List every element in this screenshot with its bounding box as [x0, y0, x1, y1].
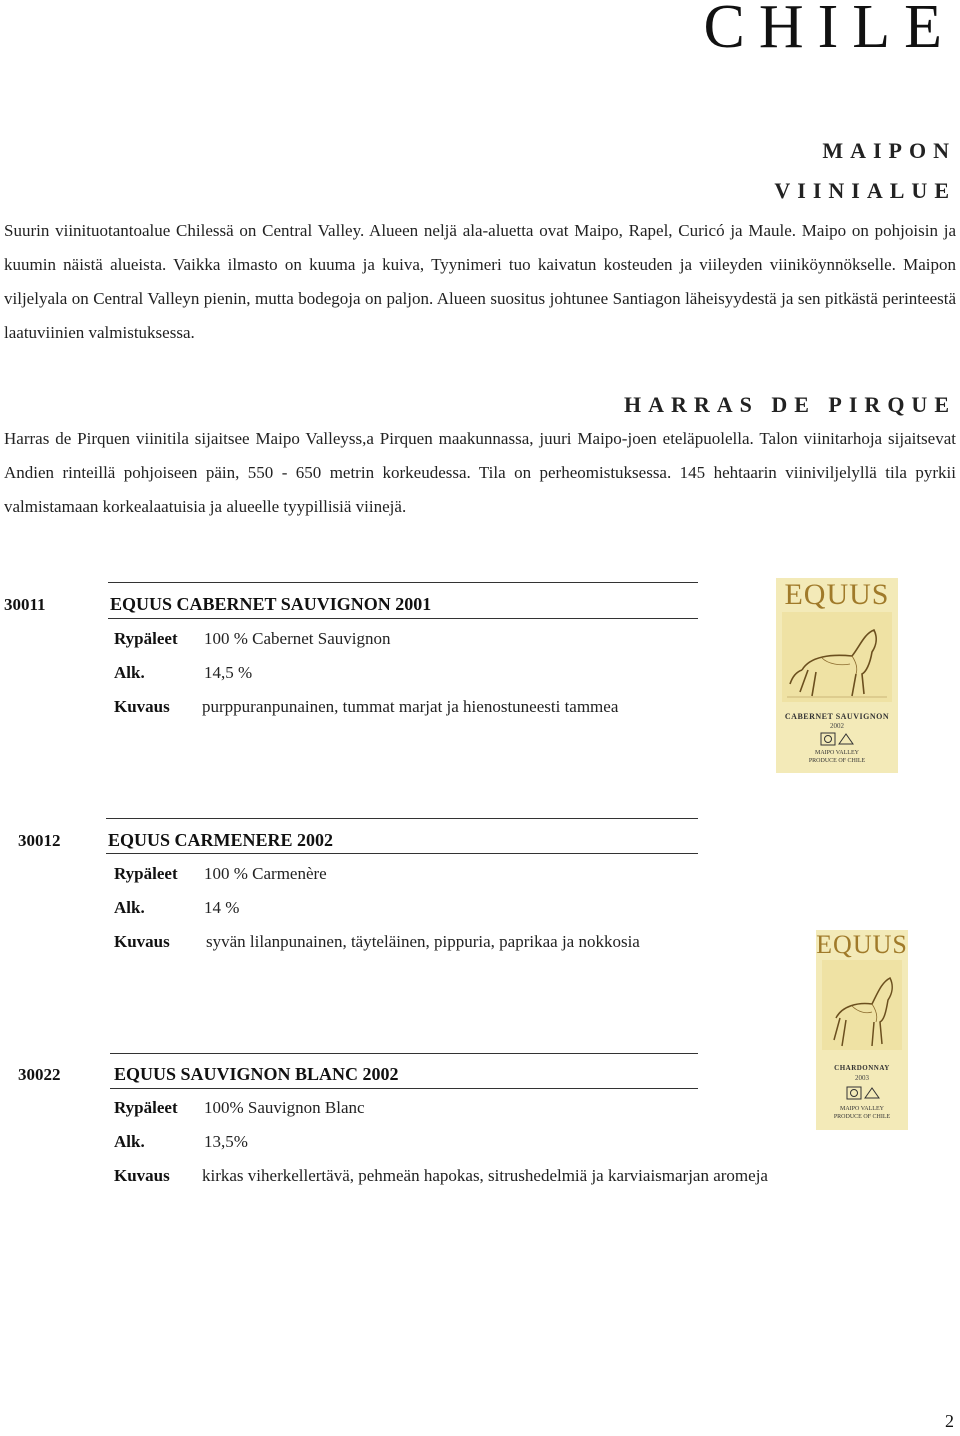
grapes-value: 100 % Carmenère [204, 864, 327, 883]
alcohol-value: 14,5 % [204, 663, 253, 682]
region-description: Suurin viinituotantoalue Chilessä on Central Valley. Alueen neljä ala-aluetta ovat Maipo, Rapel, Curicó ja Maule. Maipo on pohjoisin ja kuumin näistä alueista. Vaikka ilmasto on kuuma ja kuiva, Tyynimeri tuo kaivatun kosteuden ja viileyden viiniköynnökselle. Maipon viljelyala on Central Valleyn pienin, mutta bodegoja on paljon. Alueen suositus johtunee Santiagon läheisyydestä ja sen pitkästä perinteestä laatuviinien valmistuksessa. [4, 221, 956, 342]
label-origin-line-1: MAIPO VALLEY [840, 1106, 884, 1112]
label-brand: EQUUS [784, 578, 890, 611]
label-origin-line-2: PRODUCE OF CHILE [808, 758, 866, 764]
wine-divider-top [108, 582, 698, 583]
page-title: CHILE [703, 0, 956, 61]
label-year: 2002 [830, 722, 844, 730]
producer-title: HARRAS DE PIRQUE [623, 392, 956, 417]
producer-description: Harras de Pirquen viinitila sijaitsee Maipo Valleyss,a Pirquen maakunnassa, juuri Maipo-joen eteläpuolella. Talon viinitarhoja sijaitsevat Andien rinteillä pohjoiseen päin, 550 - 650 metrin korkeudessa. Tila on perheomistuksessa. 145 hehtaarin viiniviljelyllä tila pyrkii valmistamaan korkealaatuisia ja alueelle tyypillisiä viinejä. [4, 429, 956, 516]
page-number: 2 [945, 1411, 954, 1431]
region-subtitle: VIINIALUE [774, 178, 956, 203]
wine-divider-bottom [108, 618, 698, 619]
label-variety: CHARDONNAY [834, 1064, 890, 1072]
grapes-label: Rypäleet [114, 864, 178, 883]
wine-name: EQUUS CABERNET SAUVIGNON 2001 [110, 594, 432, 614]
alcohol-value: 14 % [204, 898, 240, 917]
label-brand: EQUUS [816, 930, 908, 959]
wine-code: 30022 [18, 1065, 61, 1084]
label-origin-line-2: PRODUCE OF CHILE [833, 1114, 891, 1120]
wine-divider-top [110, 1053, 698, 1054]
wine-name: EQUUS SAUVIGNON BLANC 2002 [114, 1064, 399, 1084]
alcohol-label: Alk. [114, 1132, 145, 1151]
winery-logo-icon [846, 1086, 880, 1100]
winery-logo-icon [820, 732, 854, 746]
wine-label-image [816, 930, 908, 1130]
wine-divider-bottom [106, 853, 698, 854]
label-year: 2003 [855, 1074, 869, 1082]
wine-divider-top [106, 818, 698, 819]
description-value: purppuranpunainen, tummat marjat ja hienostuneesti tammea [202, 697, 619, 716]
horse-sketch-icon [822, 960, 902, 1050]
wine-name: EQUUS CARMENERE 2002 [108, 830, 334, 850]
grapes-label: Rypäleet [114, 1098, 178, 1117]
description-value: kirkas viherkellertävä, pehmeän hapokas, sitrushedelmiä ja karviaismarjan aromeja [202, 1166, 768, 1185]
description-label: Kuvaus [114, 1166, 170, 1185]
horse-sketch-icon [782, 612, 892, 702]
region-title: MAIPON [822, 138, 956, 163]
wine-code: 30011 [4, 595, 46, 614]
grapes-value: 100% Sauvignon Blanc [204, 1098, 365, 1117]
label-variety: CABERNET SAUVIGNON [784, 712, 890, 721]
alcohol-label: Alk. [114, 663, 145, 682]
grapes-value: 100 % Cabernet Sauvignon [204, 629, 391, 648]
alcohol-label: Alk. [114, 898, 145, 917]
wine-code: 30012 [18, 831, 61, 850]
description-value: syvän lilanpunainen, täyteläinen, pippuria, paprikaa ja nokkosia [206, 932, 640, 951]
wine-label-image [776, 578, 898, 773]
wine-divider-bottom [110, 1088, 698, 1089]
alcohol-value: 13,5% [204, 1132, 248, 1151]
description-label: Kuvaus [114, 697, 170, 716]
grapes-label: Rypäleet [114, 629, 178, 648]
description-label: Kuvaus [114, 932, 170, 951]
label-origin-line-1: MAIPO VALLEY [815, 750, 859, 756]
